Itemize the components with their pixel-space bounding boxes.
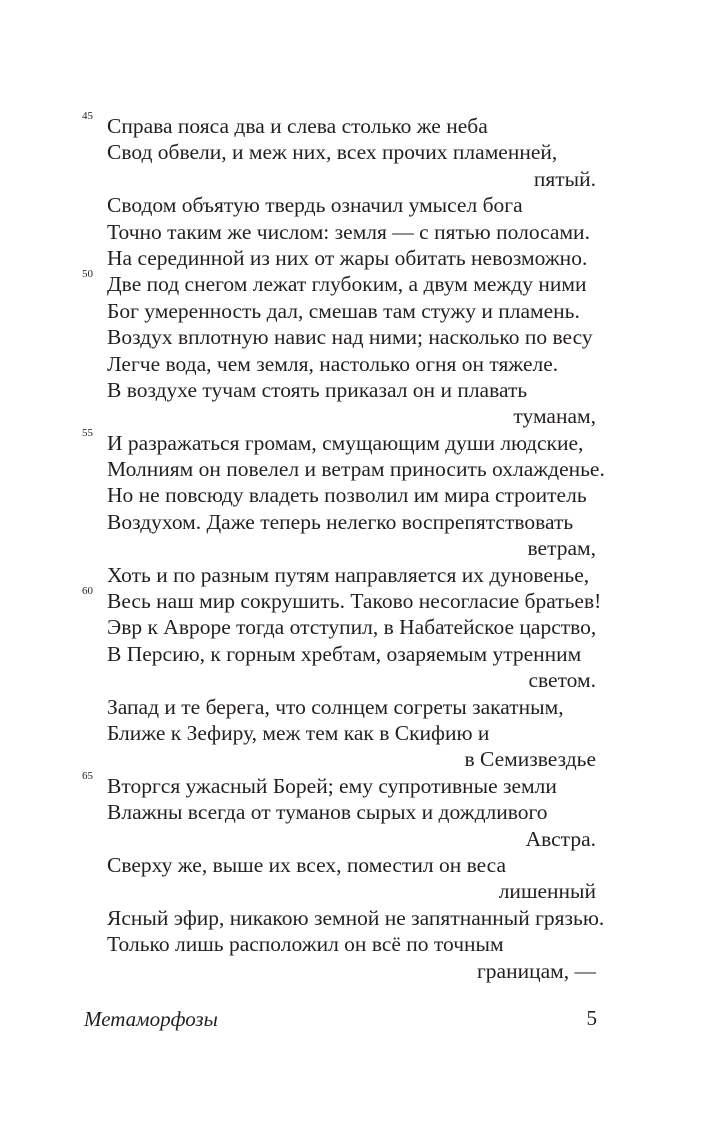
- verse-text: В Персию, к горным хребтам, озаряемым утренним: [107, 641, 582, 666]
- verse-line: [0, 769, 708, 799]
- verse-text: Запад и те берега, что солнцем согреты закатным,: [107, 694, 564, 719]
- verse-line: [0, 426, 708, 456]
- verse-line-continuation: [0, 403, 708, 429]
- verse-text: Бог умеренность дал, смешав там стужу и пламень.: [107, 298, 580, 323]
- verse-line-continuation: [0, 958, 708, 984]
- verse-line-continuation: [0, 746, 708, 772]
- verse-line: [0, 456, 708, 482]
- verse-line: [0, 110, 708, 139]
- line-number: 50: [82, 268, 93, 281]
- verse-text: светом.: [528, 668, 596, 693]
- verse-line-continuation: [0, 667, 708, 693]
- verse-text: Воздухом. Даже теперь нелегко воспрепятствовать: [107, 509, 574, 534]
- verse-line: [0, 614, 708, 640]
- verse-line-continuation: [0, 535, 708, 561]
- verse-text: Две под снегом лежат глубоким, а двум между ними: [107, 272, 587, 297]
- verse-text: На серединной из них от жары обитать невозможно.: [107, 245, 588, 270]
- verse-text: Воздух вплотную навис над ними; насколько по весу: [107, 325, 593, 350]
- verse-text: Австра.: [525, 826, 596, 851]
- verse-text: В воздухе тучам стоять приказал он и плавать: [107, 377, 528, 402]
- verse-text: в Семизвездье: [464, 747, 596, 772]
- verse-text: Хоть и по разным путям направляется их дуновенье,: [107, 562, 590, 587]
- verse-text: Эвр к Авроре тогда отступил, в Набатейское царство,: [107, 615, 597, 640]
- line-number: 55: [82, 426, 93, 439]
- verse-line: [0, 377, 708, 403]
- verse-text: ветрам,: [527, 536, 596, 561]
- verse-line: [0, 931, 708, 957]
- verse-text: Ясный эфир, никакою земной не запятнанный грязью.: [107, 905, 605, 930]
- verse-line: [0, 482, 708, 508]
- verse-text: Только лишь расположил он всё по точным: [107, 932, 504, 957]
- verse-text: Точно таким же числом: земля — с пятью полосами.: [107, 219, 590, 244]
- verse-line: [0, 720, 708, 746]
- running-footer-title: Метаморфозы: [84, 1007, 218, 1031]
- verse-line: [0, 268, 708, 297]
- verse-text: границам, —: [476, 958, 596, 983]
- verse-line: [0, 641, 708, 667]
- verse-text: Сводом объятую твердь означил умысел бога: [107, 193, 523, 218]
- page-number: 5: [586, 1006, 597, 1030]
- verse-line: [0, 694, 708, 720]
- verse-line: [0, 585, 708, 614]
- verse-line: [0, 219, 708, 245]
- verse-line: [0, 509, 708, 535]
- verse-block: [0, 110, 708, 984]
- verse-text: Легче вода, чем земля, настолько огня он тяжеле.: [107, 351, 559, 376]
- verse-line: [0, 139, 708, 165]
- verse-line: [0, 799, 708, 825]
- verse-line: [0, 351, 708, 377]
- verse-line: [0, 245, 708, 271]
- verse-line-continuation: [0, 878, 708, 904]
- verse-line: [0, 324, 708, 350]
- verse-line: [0, 852, 708, 878]
- verse-text: пятый.: [533, 166, 596, 191]
- verse-text: Справа пояса два и слева столько же неба: [107, 114, 488, 138]
- verse-text: Влажны всегда от туманов сырых и дождливого: [107, 800, 548, 825]
- verse-line-continuation: [0, 166, 708, 192]
- line-number: 60: [82, 585, 93, 598]
- verse-line-continuation: [0, 826, 708, 852]
- verse-line: [0, 562, 708, 588]
- verse-text: Весь наш мир сокрушить. Таково несогласие братьев!: [107, 589, 602, 614]
- verse-text: Молниям он повелел и ветрам приносить охлажденье.: [107, 457, 605, 482]
- line-number: 65: [82, 769, 93, 782]
- verse-line: [0, 192, 708, 218]
- verse-text: Ближе к Зефиру, меж тем как в Скифию и: [107, 720, 490, 745]
- verse-text: Но не повсюду владеть позволил им мира строитель: [107, 483, 587, 508]
- verse-text: лишенный: [498, 879, 596, 904]
- verse-text: туманам,: [513, 404, 596, 429]
- verse-line: [0, 905, 708, 931]
- verse-text: И разражаться громам, смущающим души людские,: [107, 430, 584, 455]
- verse-text: Сверху же, выше их всех, поместил он веса: [107, 852, 507, 877]
- verse-line: [0, 298, 708, 324]
- line-number: 45: [82, 110, 93, 122]
- verse-text: Вторгся ужасный Борей; ему супротивные земли: [107, 773, 557, 798]
- verse-text: Свод обвели, и меж них, всех прочих пламенней,: [107, 140, 558, 165]
